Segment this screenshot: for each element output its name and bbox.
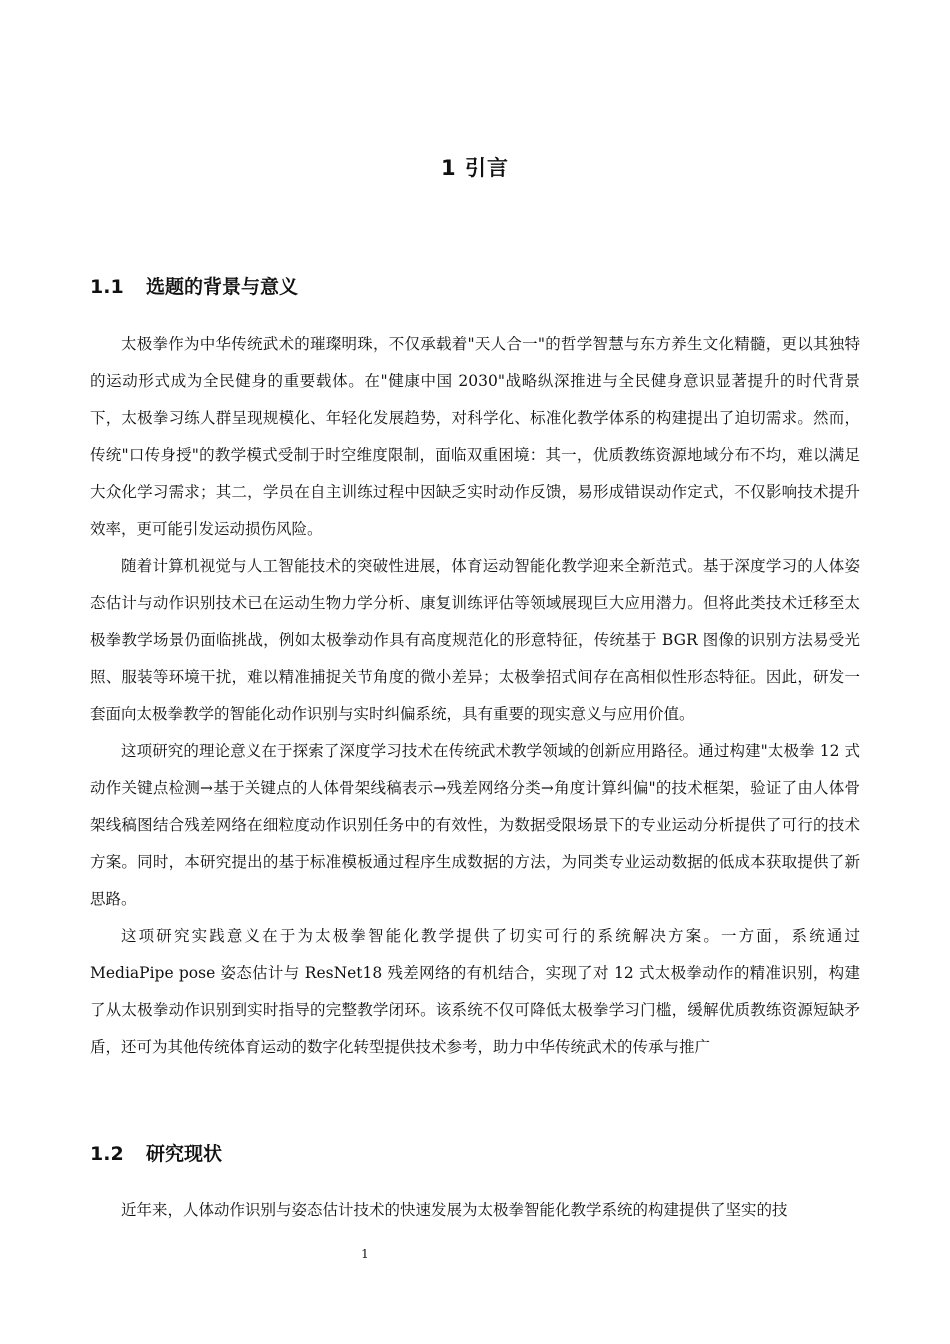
- section-body-1-1: [90, 326, 860, 1066]
- section-number: 1.1: [90, 276, 124, 298]
- section-body-1-2: [90, 1192, 860, 1229]
- section-number: 1.2: [90, 1143, 124, 1165]
- paragraph: 太极拳作为中华传统武术的璀璨明珠，不仅承载着"天人合一"的哲学智慧与东方养生文化精髓，更以其独特的运动形式成为全民健身的重要载体。在"健康中国 2030"战略纵深推进与全民健身意识显著提升的时代背景下，太极拳习练人群呈现规模化、年轻化发展趋势，对科学化、标准化教学体系的构建提出了迫切需求。然而，传统"口传身授"的教学模式受制于时空维度限制，面临双重困境：其一，优质教练资源地域分布不均，难以满足大众化学习需求；其二，学员在自主训练过程中因缺乏实时动作反馈，易形成错误动作定式，不仅影响技术提升效率，更可能引发运动损伤风险。: [90, 335, 860, 538]
- paragraph: 这项研究的理论意义在于探索了深度学习技术在传统武术教学领域的创新应用路径。通过构建"太极拳 12 式动作关键点检测→基于关键点的人体骨架线稿表示→残差网络分类→角度计算纠偏"的技术框架，验证了由人体骨架线稿图结合残差网络在细粒度动作识别任务中的有效性，为数据受限场景下的专业运动分析提供了可行的技术方案。同时，本研究提出的基于标准模板通过程序生成数据的方法，为同类专业运动数据的低成本获取提供了新思路。: [90, 742, 860, 908]
- chapter-title: 1 引言: [441, 156, 509, 180]
- section-heading-1-2: [90, 1139, 222, 1166]
- paragraph: 这项研究实践意义在于为太极拳智能化教学提供了切实可行的系统解决方案。一方面，系统通过 MediaPipe pose 姿态估计与 ResNet18 残差网络的有机结合，实现了对 12 式太极拳动作的精准识别，构建了从太极拳动作识别到实时指导的完整教学闭环。该系统不仅可降低太极拳学习门槛，缓解优质教练资源短缺矛盾，还可为其他传统体育运动的数字化转型提供技术参考，助力中华传统武术的传承与推广: [90, 927, 860, 1056]
- page-number: 1: [361, 1247, 369, 1261]
- section-heading-1-1: [90, 272, 298, 299]
- paragraph: 随着计算机视觉与人工智能技术的突破性进展，体育运动智能化教学迎来全新范式。基于深度学习的人体姿态估计与动作识别技术已在运动生物力学分析、康复训练评估等领域展现巨大应用潜力。但将此类技术迁移至太极拳教学场景仍面临挑战，例如太极拳动作具有高度规范化的形意特征，传统基于 BGR 图像的识别方法易受光照、服装等环境干扰，难以精准捕捉关节角度的微小差异；太极拳招式间存在高相似性形态特征。因此，研发一套面向太极拳教学的智能化动作识别与实时纠偏系统，具有重要的现实意义与应用价值。: [90, 557, 860, 723]
- section-title-text: 选题的背景与意义: [146, 276, 299, 298]
- paragraph: 近年来，人体动作识别与姿态估计技术的快速发展为太极拳智能化教学系统的构建提供了坚实的技: [121, 1201, 788, 1219]
- section-title-text: 研究现状: [146, 1143, 223, 1165]
